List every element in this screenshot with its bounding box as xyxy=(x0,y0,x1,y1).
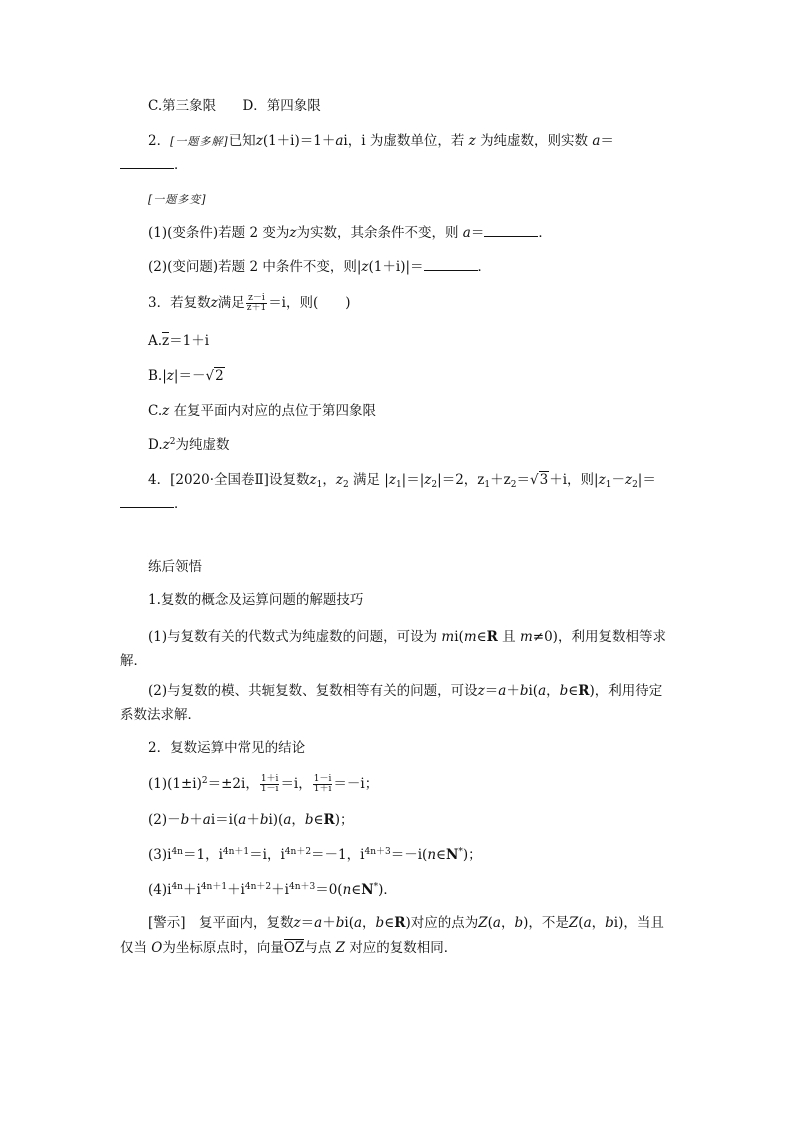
summary-heading-2: 2．复数运算中常见的结论 xyxy=(148,740,306,756)
q4-answer-line: ． xyxy=(120,494,188,514)
q3-option-b: B.|z|＝－√2 xyxy=(148,368,224,384)
variant-2: (2)(变问题)若题 2 中条件不变，则|z(1＋i)|＝ ． xyxy=(148,259,492,275)
formula-4: $(4)i^{4n}+i^{4n+1}+i^{4n+2}+i^{4n+3}=0(n\in N^*)$． xyxy=(148,882,397,898)
q2-tag: [一题多解] xyxy=(170,135,229,148)
question-2: 2．[一题多解]已知z(1＋i)＝1＋ai，i 为虚数单位，若 z 为纯虚数，则实数 a＝ xyxy=(148,133,614,149)
q4-answer-blank[interactable] xyxy=(120,495,174,508)
variant-2-answer-blank[interactable] xyxy=(424,258,478,271)
summary-p2-line1: (2)与复数的模、共轭复数、复数相等有关的问题，可设z＝a＋bi(a，b∈R)，利用待定 xyxy=(148,683,663,699)
formula-1: $(1)(1\pm i)^2=\pm 2i$， $\frac{1+i}{1-i}$ ＝i， $\frac{1-i}{1+i}$ ＝－i； xyxy=(148,774,379,794)
question-3: 3．若复数z满足 $\frac{z-i}{z+1}$ ＝i，则( ) xyxy=(148,293,351,313)
q3-option-c: C.z 在复平面内对应的点位于第四象限 xyxy=(148,403,377,419)
summary-title: 练后领悟 xyxy=(148,559,202,575)
q3-option-d: $D.z^2$为纯虚数 xyxy=(148,437,230,453)
q1-option-c: C.第三象限 xyxy=(148,98,217,114)
vector-oz: OZ xyxy=(283,940,305,956)
q1-options xyxy=(148,96,321,116)
formula-2: (2)－b＋ai＝i(a＋bi)(a，b∈R)； xyxy=(148,812,354,828)
warning-line-1: [警示] 复平面内，复数z＝a＋bi(a，b∈R)对应的点为Z(a，b)，不是Z(a，bi)，当且 xyxy=(148,915,664,931)
variants-tag: [一题多变] xyxy=(148,193,207,206)
q3-fraction: $\frac{z-i}{z+1}$ xyxy=(246,293,267,313)
q1-option-d: D．第四象限 xyxy=(242,98,321,114)
summary-p1-line1: (1)与复数有关的代数式为纯虚数的问题，可设为 mi(m∈R 且 m≠0)，利用复数相等求 xyxy=(148,629,666,645)
summary-p2-line2: 系数法求解． xyxy=(120,707,201,723)
question-4: 4．[2020·全国卷Ⅱ]设复数$z_1$，$z_2$ 满足 $|z_1|=|z_2|=2$，$z_1+z_2=√3+i$，则$|z_1-z_2|=$ xyxy=(148,472,656,490)
q2-answer-blank[interactable] xyxy=(120,156,174,169)
summary-heading-1: 1.复数的概念及运算问题的解题技巧 xyxy=(148,592,364,608)
q2-answer-line: ． xyxy=(120,155,188,175)
formula-3: $(3)i^{4n}=1$，$i^{4n+1}=i$，$i^{4n+2}=-1$，$i^{4n+3}=-i(n\in N^*)$； xyxy=(148,847,482,863)
warning-tag: [警示] xyxy=(148,915,186,931)
warning-line-2: 仅当 O为坐标原点时，向量OZ与点 Z 对应的复数相同． xyxy=(120,940,458,956)
variant-1-answer-blank[interactable] xyxy=(484,224,538,237)
q3-option-a: A.z＝1＋i xyxy=(148,333,210,349)
summary-p1-line2: 解． xyxy=(120,653,147,669)
variant-1: (1)(变条件)若题 2 变为z为实数，其余条件不变，则 a＝ ． xyxy=(148,225,552,241)
